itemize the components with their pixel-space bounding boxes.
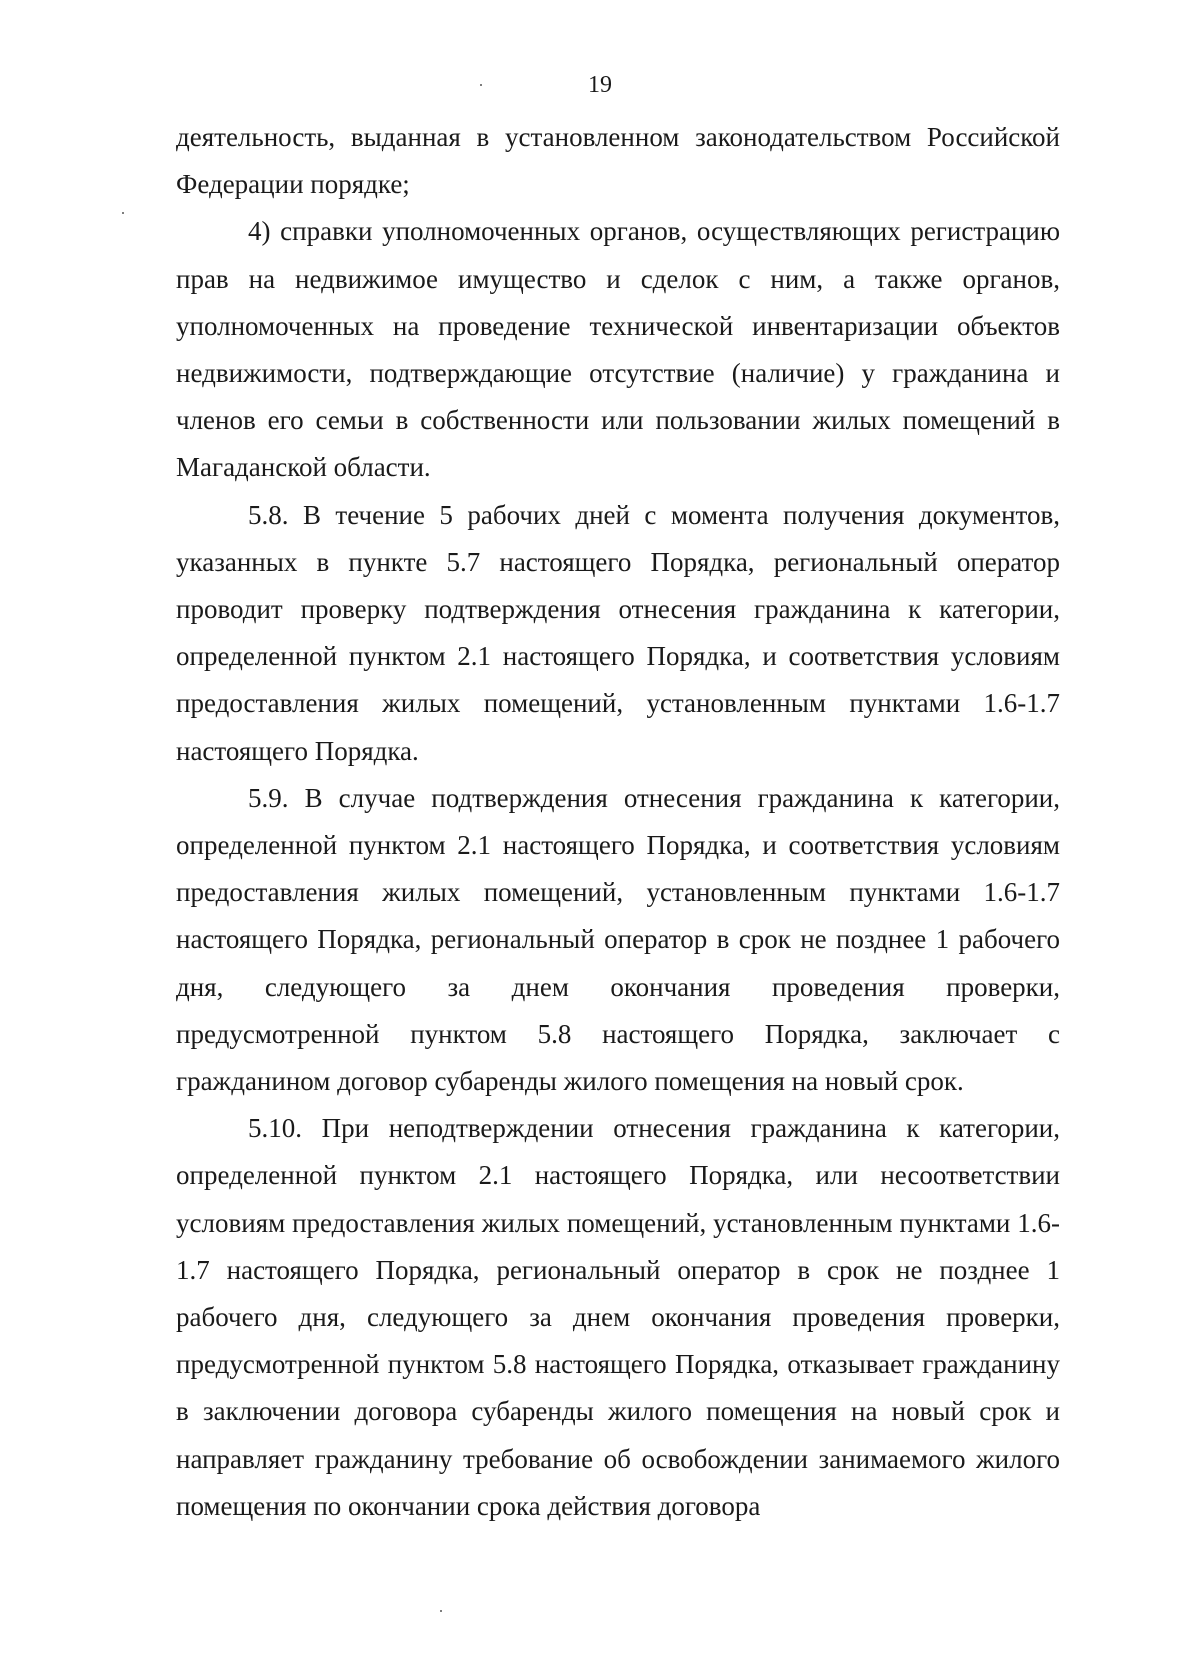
- scan-speck: [480, 84, 482, 86]
- body-text: [176, 114, 1060, 1530]
- scan-speck: [122, 212, 124, 214]
- paragraph-5-8: 5.8. В течение 5 рабочих дней с момента получения документов, указанных в пункте 5.7 настоящего Порядка, региональный оператор проводит проверку подтверждения отнесения гражданина к категории, определенной пунктом 2.1 настоящего Порядка, и соответствия условиям предоставления жилых помещений, установленным пунктами 1.6-1.7 настоящего Порядка.: [176, 499, 1060, 766]
- paragraph-item-4: 4) справки уполномоченных органов, осуществляющих регистрацию прав на недвижимое имущество и сделок с ним, а также органов, уполномоченных на проведение технической инвентаризации объектов недвижимости, подтверждающие отсутствие (наличие) у гражданина и членов его семьи в собственности или пользовании жилых помещений в Магаданской области.: [176, 216, 1060, 483]
- page-number: 19: [588, 72, 612, 98]
- scan-speck: [440, 1610, 442, 1612]
- paragraph-5-10: 5.10. При неподтверждении отнесения гражданина к категории, определенной пунктом 2.1 настоящего Порядка, или несоответствии условиям предоставления жилых помещений, установленным пунктами 1.6-1.7 настоящего Порядка, региональный оператор в срок не позднее 1 рабочего дня, следующего за днем окончания проведения проверки, предусмотренной пунктом 5.8 настоящего Порядка, отказывает гражданину в заключении договора субаренды жилого помещения на новый срок и направляет гражданину требование об освобождении занимаемого жилого помещения по окончании срока действия договора: [176, 1113, 1060, 1521]
- paragraph-continuation: деятельность, выданная в установленном законодательством Российской Федерации порядке;: [176, 122, 1060, 200]
- paragraph-5-9: 5.9. В случае подтверждения отнесения гражданина к категории, определенной пунктом 2.1 настоящего Порядка, и соответствия условиям предоставления жилых помещений, установленным пунктами 1.6-1.7 настоящего Порядка, региональный оператор в срок не позднее 1 рабочего дня, следующего за днем окончания проведения проверки, предусмотренной пунктом 5.8 настоящего Порядка, заключает с гражданином договор субаренды жилого помещения на новый срок.: [176, 782, 1060, 1097]
